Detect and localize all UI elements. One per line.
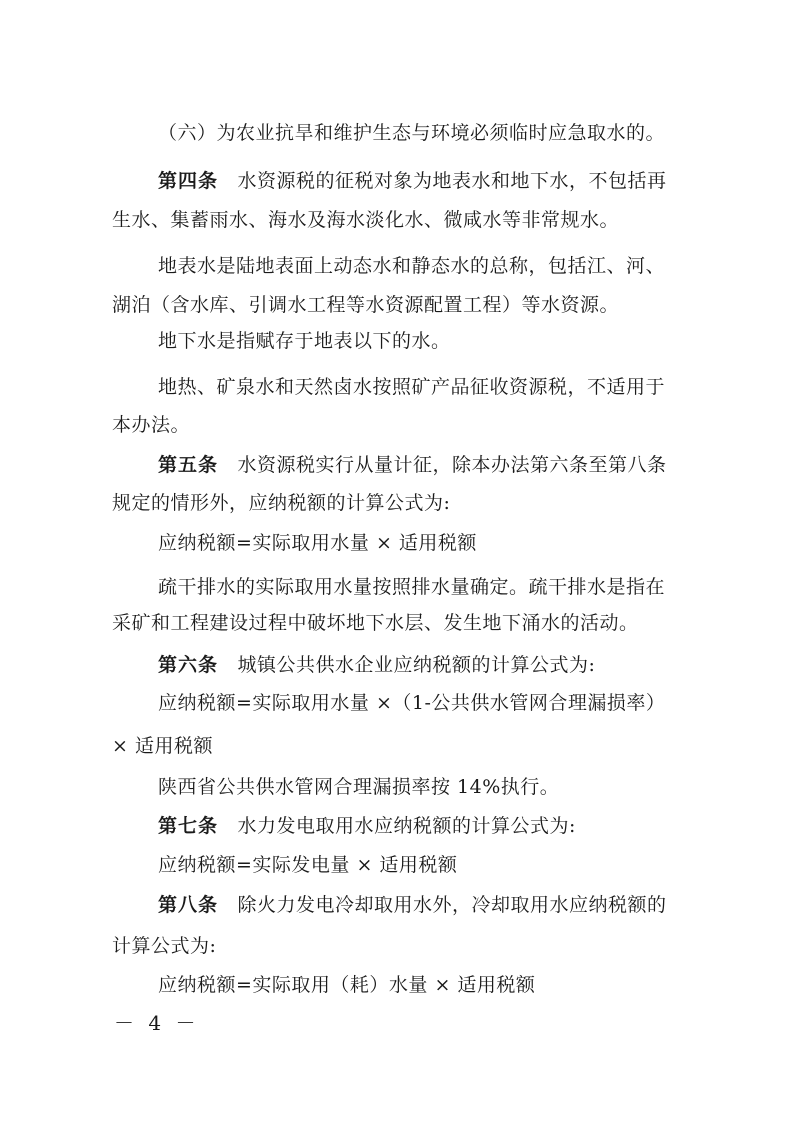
line-text: 水力发电取用水应纳税额的计算公式为: — [218, 815, 576, 837]
paragraph-line — [112, 933, 692, 959]
paragraph-line — [158, 574, 738, 600]
paragraph-line — [112, 412, 692, 438]
line-text: 水资源税实行从量计征，除本办法第六条至第八条 — [218, 454, 667, 476]
formula-line — [158, 530, 738, 556]
line-text: 湖泊（含水库、引调水工程等水资源配置工程）等水资源。 — [112, 294, 620, 316]
line-text: 水资源税的征税对象为地表水和地下水，不包括再 — [218, 170, 667, 192]
article-heading: 第八条 — [158, 894, 219, 916]
line-text: 疏干排水的实际取用水量按照排水量确定。疏干排水是指在 — [158, 576, 666, 598]
line-text: 陕西省公共供水管网合理漏损率按 14%执行。 — [158, 776, 560, 798]
line-text: 规定的情形外，应纳税额的计算公式为: — [112, 492, 451, 514]
line-text: × 适用税额 — [112, 735, 213, 757]
formula-line — [112, 733, 692, 759]
article-4-line — [158, 168, 738, 194]
line-text: 应纳税额=实际发电量 × 适用税额 — [158, 854, 458, 876]
page-number: － 4 － — [114, 1011, 200, 1035]
line-text: 应纳税额=实际取用水量 ×（1-公共供水管网合理漏损率） — [158, 692, 666, 714]
paragraph-line — [158, 374, 738, 400]
formula-line — [158, 852, 738, 878]
paragraph-line — [112, 610, 692, 636]
paragraph-line — [112, 490, 692, 516]
paragraph-line — [158, 328, 738, 354]
article-6-line — [158, 652, 738, 678]
paragraph-line — [158, 253, 738, 279]
paragraph-line — [112, 292, 692, 318]
paragraph-line — [112, 207, 692, 233]
paragraph-line — [158, 120, 738, 146]
article-5-line — [158, 452, 738, 478]
line-text: 城镇公共供水企业应纳税额的计算公式为: — [218, 654, 596, 676]
line-text: （六）为农业抗旱和维护生态与环境必须临时应急取水的。 — [158, 122, 666, 144]
paragraph-line — [158, 774, 738, 800]
line-text: 应纳税额=实际取用（耗）水量 × 适用税额 — [158, 974, 536, 996]
article-heading: 第六条 — [158, 654, 219, 676]
article-heading: 第四条 — [158, 170, 219, 192]
line-text: 除火力发电冷却取用水外，冷却取用水应纳税额的 — [218, 894, 667, 916]
formula-line — [158, 972, 738, 998]
line-text: 本办法。 — [112, 414, 191, 436]
formula-line — [158, 690, 738, 716]
line-text: 应纳税额=实际取用水量 × 适用税额 — [158, 532, 477, 554]
line-text: 地热、矿泉水和天然卤水按照矿产品征收资源税，不适用于 — [158, 376, 666, 398]
line-text: 生水、集蓄雨水、海水及海水淡化水、微咸水等非常规水。 — [112, 209, 620, 231]
article-8-line — [158, 892, 738, 918]
line-text: 采矿和工程建设过程中破坏地下水层、发生地下涌水的活动。 — [112, 612, 639, 634]
line-text: 地下水是指赋存于地表以下的水。 — [158, 330, 451, 352]
line-text: 计算公式为: — [112, 935, 217, 957]
line-text: 地表水是陆地表面上动态水和静态水的总称，包括江、河、 — [158, 255, 666, 277]
article-heading: 第七条 — [158, 815, 219, 837]
article-7-line — [158, 813, 738, 839]
article-heading: 第五条 — [158, 454, 219, 476]
